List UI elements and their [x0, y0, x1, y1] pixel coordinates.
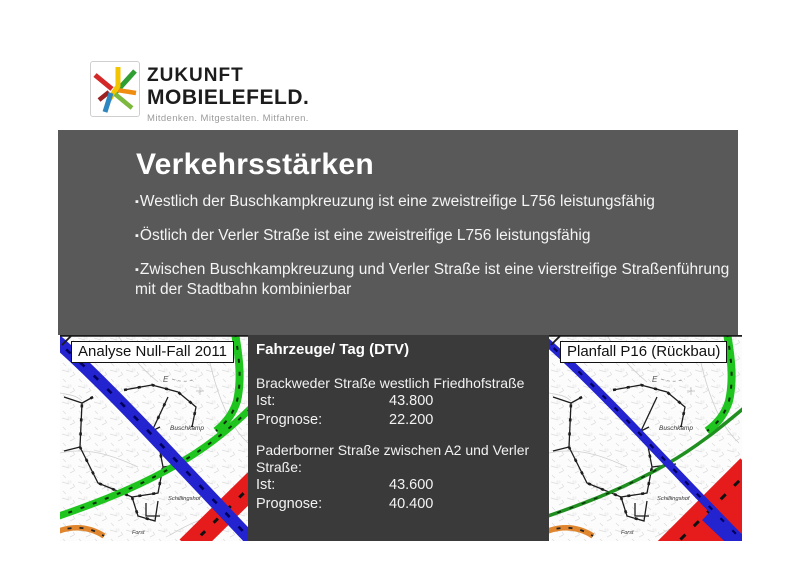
dtv-row-value: 22.200 [389, 411, 434, 428]
bullet-text: Westlich der Buschkampkreuzung ist eine zweistreifige L756 leistungsfähig [139, 193, 655, 210]
place-label-buschkamp: Buschkamp [170, 425, 204, 432]
bullet-text: Östlich der Verler Straße ist eine zweistreifige L756 leistungsfähig [139, 227, 591, 244]
place-label-forst: Forst [132, 530, 145, 536]
dtv-title: Fahrzeuge/ Tag (DTV) [256, 341, 410, 358]
bullet-item [135, 260, 733, 300]
bullet-marker: ▪ [135, 196, 139, 208]
bullet-marker: ▪ [135, 230, 139, 242]
bullet-marker: ▪ [135, 264, 139, 276]
map-label-planfall: Planfall P16 (Rückbau) [560, 341, 727, 363]
bullet-item [135, 226, 733, 246]
place-label-e: E [652, 375, 658, 384]
dtv-row [256, 495, 541, 514]
dtv-section [256, 442, 541, 513]
bullet-item [135, 192, 733, 212]
bullet-list [135, 192, 733, 300]
logo-line2: MOBIELEFELD. [147, 86, 310, 109]
logo-text [147, 66, 309, 124]
dtv-section [256, 375, 541, 429]
dtv-section-heading: Paderborner Straße zwischen A2 und Verler Straße: [256, 442, 530, 475]
place-label-schillingshof: Schillingshof [168, 496, 201, 502]
map-planfall-p16 [549, 335, 742, 541]
logo-line1: ZUKUNFT [147, 65, 244, 86]
slide-title: Verkehrsstärken [136, 148, 374, 181]
map-image [549, 335, 742, 541]
content-box [58, 130, 738, 335]
dtv-section-heading: Brackweder Straße westlich Friedhofstraße [256, 375, 525, 391]
dtv-row [256, 411, 541, 430]
dtv-row-value: 40.400 [389, 495, 434, 512]
dtv-row [256, 392, 541, 411]
dtv-row-label: Ist: [256, 393, 276, 409]
map-analyse-nullfall [60, 335, 248, 541]
dtv-row [256, 476, 541, 495]
map-label-analyse: Analyse Null-Fall 2011 [71, 341, 234, 363]
place-label-e: E [163, 375, 169, 384]
dtv-row-value: 43.600 [389, 477, 434, 493]
logo-icon [90, 61, 140, 117]
place-label-buschkamp: Buschkamp [659, 425, 693, 432]
map-image [60, 335, 248, 541]
dtv-box [248, 335, 549, 541]
dtv-row-label: Prognose: [256, 411, 323, 428]
bullet-text: Zwischen Buschkampkreuzung und Verler Straße ist eine vierstreifige Straßenführung mit der Stadtbahn kombinierbar [135, 261, 730, 298]
dtv-row-label: Prognose: [256, 495, 323, 512]
place-label-schillingshof: Schillingshof [657, 496, 690, 502]
dtv-row-value: 43.800 [389, 393, 434, 409]
place-label-forst: Forst [621, 530, 634, 536]
dtv-row-label: Ist: [256, 477, 276, 493]
logo-tagline: Mitdenken. Mitgestalten. Mitfahren. [147, 113, 309, 124]
